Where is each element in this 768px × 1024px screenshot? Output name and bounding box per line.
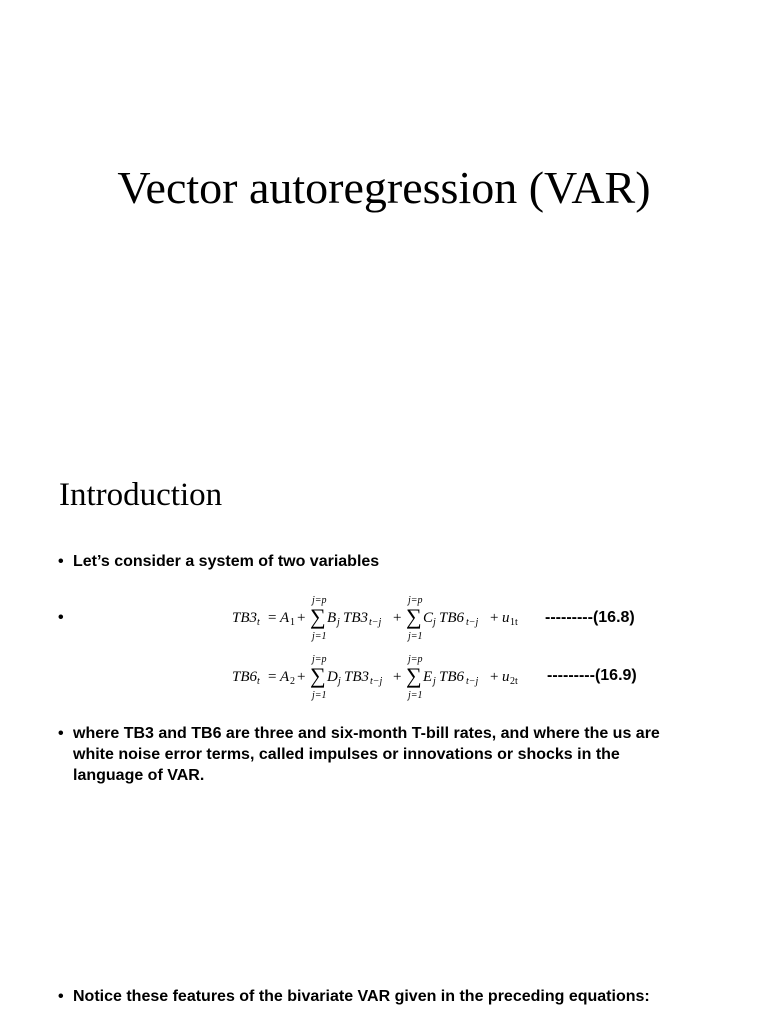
eq-plus: + <box>490 610 499 626</box>
eq-var-sub: t−j <box>370 676 383 687</box>
eq-error-sub: 1t <box>510 617 518 628</box>
eq-plus: + <box>297 610 306 626</box>
eq-equals: = <box>268 669 277 685</box>
equation-16-9 <box>232 651 542 701</box>
eq-var-sub: t−j <box>466 676 479 687</box>
section-heading: Introduction <box>59 477 223 513</box>
eq-coef-sub: j <box>338 676 341 687</box>
eq-coef-sub: j <box>337 617 340 628</box>
eq-coef: C <box>423 610 434 626</box>
equation-number: ---------(16.8) <box>545 609 635 626</box>
slide-title: Vector autoregression (VAR) <box>117 162 651 213</box>
sum-symbol: ∑ <box>310 604 326 629</box>
eq-var: TB3 <box>343 610 369 626</box>
eq-sum-top: j=p <box>408 595 423 606</box>
eq-error: u <box>502 669 510 685</box>
eq-coef-sub: j <box>433 676 436 687</box>
eq-plus: + <box>393 669 402 685</box>
bullet-marker: • <box>58 553 64 570</box>
eq-const-sub: 1 <box>290 617 295 628</box>
eq-const: A <box>280 669 290 685</box>
eq-sum-top: j=p <box>312 654 327 665</box>
eq-lhs-sub: t <box>257 617 260 628</box>
eq-sum-bottom: j=1 <box>312 690 327 701</box>
eq-plus: + <box>490 669 499 685</box>
eq-var-sub: t−j <box>369 617 382 628</box>
eq-var: TB3 <box>344 669 370 685</box>
eq-coef-sub: j <box>433 617 436 628</box>
bullet-marker: • <box>58 988 64 1005</box>
bullet-text: Notice these features of the bivariate VAR given in the preceding equations: <box>73 988 650 1005</box>
eq-var-sub: t−j <box>466 617 479 628</box>
sum-symbol: ∑ <box>310 663 326 688</box>
eq-sum-top: j=p <box>408 654 423 665</box>
eq-var: TB6 <box>439 610 465 626</box>
eq-sum-top: j=p <box>312 595 327 606</box>
bullet-item <box>58 986 733 1007</box>
eq-coef: E <box>423 669 433 685</box>
eq-sum-bottom: j=1 <box>408 690 423 701</box>
eq-plus: + <box>393 610 402 626</box>
eq-lhs: TB3 <box>232 610 258 626</box>
bullet-text: Let’s consider a system of two variables <box>73 553 380 570</box>
bullet-text: where TB3 and TB6 are three and six-month T-bill rates, and where the us are white noise error terms, called impulses or innovations or shocks in the language of VAR. <box>73 725 660 784</box>
eq-plus: + <box>297 669 306 685</box>
equation-16-8 <box>232 592 542 642</box>
eq-const-sub: 2 <box>290 676 295 687</box>
bullet-item <box>58 723 693 786</box>
eq-coef: D <box>327 669 338 685</box>
eq-error: u <box>502 610 510 626</box>
eq-coef: B <box>327 610 337 626</box>
eq-lhs: TB6 <box>232 669 258 685</box>
equation-number: ---------(16.9) <box>547 667 637 684</box>
eq-sum-bottom: j=1 <box>312 631 327 642</box>
eq-var: TB6 <box>439 669 465 685</box>
bullet-marker: • <box>58 725 64 742</box>
eq-equals: = <box>268 610 277 626</box>
bullet-item <box>58 551 693 572</box>
eq-const: A <box>280 610 290 626</box>
sum-symbol: ∑ <box>406 663 422 688</box>
eq-lhs-sub: t <box>257 676 260 687</box>
eq-error-sub: 2t <box>510 676 518 687</box>
eq-sum-bottom: j=1 <box>408 631 423 642</box>
bullet-marker: • <box>58 609 64 626</box>
sum-symbol: ∑ <box>406 604 422 629</box>
